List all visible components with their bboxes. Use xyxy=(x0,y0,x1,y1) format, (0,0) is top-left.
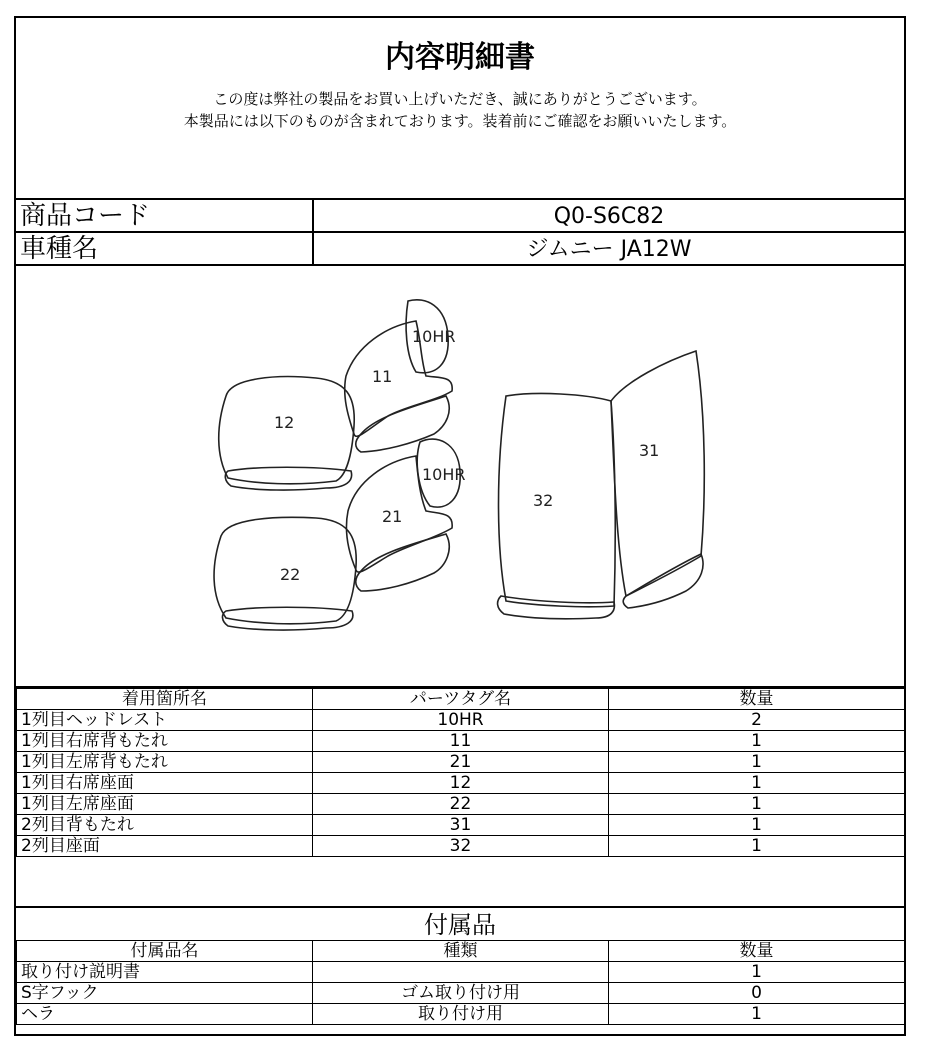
accessory-type xyxy=(313,962,609,983)
part-tag: 11 xyxy=(313,731,609,752)
label-seat-22: 22 xyxy=(280,565,301,584)
accessory-name: S字フック xyxy=(17,983,313,1004)
part-tag: 10HR xyxy=(313,710,609,731)
seat-diagram-svg xyxy=(16,266,904,686)
part-qty: 1 xyxy=(609,815,905,836)
part-location: 2列目座面 xyxy=(17,836,313,857)
table-row xyxy=(17,710,905,731)
label-headrest-2: 10HR xyxy=(422,465,466,484)
accessory-type: 取り付け用 xyxy=(313,1004,609,1025)
intro-line-1: この度は弊社の製品をお買い上げいただき、誠にありがとうございます。 xyxy=(213,90,707,108)
accessories-header-type: 種類 xyxy=(313,941,609,962)
table-row xyxy=(17,962,905,983)
part-tag: 22 xyxy=(313,794,609,815)
product-code-row xyxy=(16,200,904,233)
table-row xyxy=(17,836,905,857)
seat-diagram xyxy=(16,266,904,688)
part-qty: 1 xyxy=(609,836,905,857)
accessories-title: 付属品 xyxy=(16,906,904,942)
part-location: 2列目背もたれ xyxy=(17,815,313,836)
table-row xyxy=(17,983,905,1004)
part-tag: 31 xyxy=(313,815,609,836)
accessory-qty: 0 xyxy=(609,983,905,1004)
part-qty: 1 xyxy=(609,773,905,794)
part-qty: 1 xyxy=(609,794,905,815)
page-title: 内容明細書 xyxy=(385,40,535,75)
table-row xyxy=(17,773,905,794)
product-code-value: Q0-S6C82 xyxy=(312,200,904,231)
spec-sheet xyxy=(14,16,906,1036)
part-qty: 1 xyxy=(609,752,905,773)
intro-line-2: 本製品には以下のものが含まれております。装着前にご確認をお願いいたします。 xyxy=(183,112,737,130)
accessory-qty: 1 xyxy=(609,1004,905,1025)
model-label: 車種名 xyxy=(20,234,99,264)
part-qty: 1 xyxy=(609,731,905,752)
accessory-name: ヘラ xyxy=(17,1004,313,1025)
part-location: 1列目右席座面 xyxy=(17,773,313,794)
parts-header-row xyxy=(17,689,905,710)
model-value: ジムニー JA12W xyxy=(312,233,904,264)
accessories-table xyxy=(16,940,905,1025)
accessories-header-row xyxy=(17,941,905,962)
accessory-name: 取り付け説明書 xyxy=(17,962,313,983)
part-qty: 2 xyxy=(609,710,905,731)
model-row xyxy=(16,233,904,266)
part-location: 1列目ヘッドレスト xyxy=(17,710,313,731)
label-seat-11: 11 xyxy=(372,367,393,386)
parts-header-location: 着用箇所名 xyxy=(17,689,313,710)
table-row xyxy=(17,731,905,752)
seat-32-shape xyxy=(499,394,616,607)
label-seat-31: 31 xyxy=(639,441,660,460)
accessories-header-qty: 数量 xyxy=(609,941,905,962)
table-row xyxy=(17,794,905,815)
part-location: 1列目右席背もたれ xyxy=(17,731,313,752)
accessory-type: ゴム取り付け用 xyxy=(313,983,609,1004)
label-seat-12: 12 xyxy=(274,413,295,432)
part-tag: 21 xyxy=(313,752,609,773)
header-section xyxy=(16,18,904,200)
table-row xyxy=(17,752,905,773)
parts-header-qty: 数量 xyxy=(609,689,905,710)
part-tag: 12 xyxy=(313,773,609,794)
parts-table xyxy=(16,688,905,857)
accessory-qty: 1 xyxy=(609,962,905,983)
label-seat-32: 32 xyxy=(533,491,554,510)
label-headrest-1: 10HR xyxy=(412,327,456,346)
table-row xyxy=(17,1004,905,1025)
part-location: 1列目左席背もたれ xyxy=(17,752,313,773)
label-seat-21: 21 xyxy=(382,507,403,526)
product-code-label: 商品コード xyxy=(20,201,151,231)
part-location: 1列目左席座面 xyxy=(17,794,313,815)
accessories-header-name: 付属品名 xyxy=(17,941,313,962)
parts-header-tag: パーツタグ名 xyxy=(313,689,609,710)
part-tag: 32 xyxy=(313,836,609,857)
table-row xyxy=(17,815,905,836)
